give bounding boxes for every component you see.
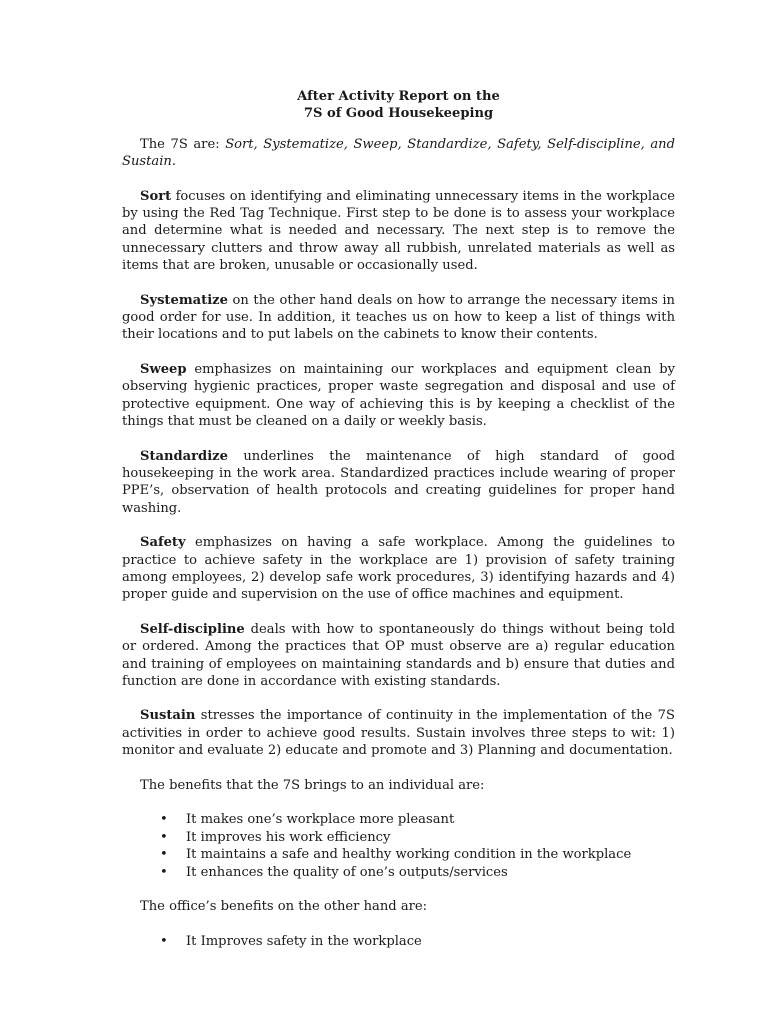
- individual-benefits-list: [122, 811, 675, 881]
- list-item-text: It Improves safety in the workplace: [186, 933, 422, 949]
- section-text: focuses on identifying and eliminating unnecessary items in the workplace by using the Red Tag Technique. First step to be done is to assess your workplace and determine what is needed and necessary. The next step is to remove the unnecessary clutters and throw away all rubbish, unrelated materials as well as items that are broken, unusable or occasionally used.: [122, 188, 675, 274]
- office-benefits-list: [122, 933, 675, 951]
- section-text: on the other hand deals on how to arrange the necessary items in good order for use. In addition, it teaches us on how to keep a list of things with their locations and to put labels on the cabinets to know their contents.: [122, 292, 675, 343]
- title-line-2: 7S of Good Housekeeping: [303, 106, 494, 122]
- section-text: emphasizes on having a safe workplace. Among the guidelines to practice to achieve safety in the workplace are 1) provision of safety training among employees, 2) develop safe work procedures, 3) identifying hazards and 4) proper guide and supervision on the use of office machines and equipment.: [122, 535, 675, 603]
- section-term: Safety: [140, 535, 186, 551]
- section-term: Standardize: [140, 448, 228, 464]
- list-item-text: It improves his work efficiency: [186, 829, 391, 845]
- section-term: Sweep: [140, 361, 187, 377]
- section-systematize: [122, 292, 675, 344]
- section-sustain: [122, 707, 675, 759]
- bullet-icon: •: [160, 829, 168, 845]
- list-item-text: It maintains a safe and healthy working condition in the workplace: [186, 847, 632, 863]
- section-term: Systematize: [140, 292, 228, 308]
- title-line-1: After Activity Report on the: [297, 89, 500, 104]
- section-sort: [122, 188, 675, 275]
- section-text: emphasizes on maintaining our workplaces and equipment clean by observing hygienic practices, proper waste segregation and disposal and use of protective equipment. One way of achieving this is by keeping a checklist of the things that must be cleaned on a daily or weekly basis.: [122, 361, 675, 430]
- list-item-text: It enhances the quality of one’s outputs/services: [186, 864, 508, 880]
- section-term: Sustain: [140, 708, 196, 724]
- bullet-icon: •: [160, 864, 168, 880]
- section-term: Self-discipline: [140, 621, 245, 637]
- section-text: stresses the importance of continuity in the implementation of the 7S activities in order to achieve good results. Sustain involves three steps to wit: 1) monitor and evaluate 2) educate and promote and 3) Planning and documentation.: [122, 708, 675, 759]
- list-item-text: It makes one’s workplace more pleasant: [186, 812, 455, 827]
- document-title: [122, 88, 675, 123]
- individual-benefits-heading: The benefits that the 7S brings to an individual are:: [140, 777, 485, 793]
- section-standardize: [122, 448, 675, 518]
- list-item: [160, 811, 675, 829]
- document-page: [122, 88, 675, 950]
- list-item: [160, 864, 675, 882]
- section-term: Sort: [140, 188, 172, 204]
- bullet-icon: •: [160, 812, 168, 827]
- section-text: underlines the maintenance of high standard of good housekeeping in the work area. Standardized practices include wearing of proper PPE’s, observation of health protocols and creating guidelines for proper hand washing.: [122, 448, 675, 516]
- intro-paragraph: [122, 136, 675, 171]
- list-item: [160, 933, 675, 951]
- section-text: deals with how to spontaneously do things without being told or ordered. Among the practices that OP must observe are a) regular education and training of employees on maintaining standards and b) ensure that duties and function are done in accordance with existing standards.: [122, 621, 675, 689]
- intro-prefix: The 7S are:: [140, 136, 226, 152]
- section-safety: [122, 534, 675, 604]
- intro-items: Sort, Systematize, Sweep, Standardize, Safety, Self-discipline, and Sustain.: [122, 136, 675, 170]
- bullet-icon: •: [160, 847, 168, 863]
- section-sweep: [122, 361, 675, 431]
- bullet-icon: •: [160, 933, 168, 949]
- list-item: [160, 829, 675, 847]
- office-benefits-heading: The office’s benefits on the other hand are:: [140, 899, 428, 915]
- section-self-discipline: [122, 621, 675, 691]
- list-item: [160, 846, 675, 864]
